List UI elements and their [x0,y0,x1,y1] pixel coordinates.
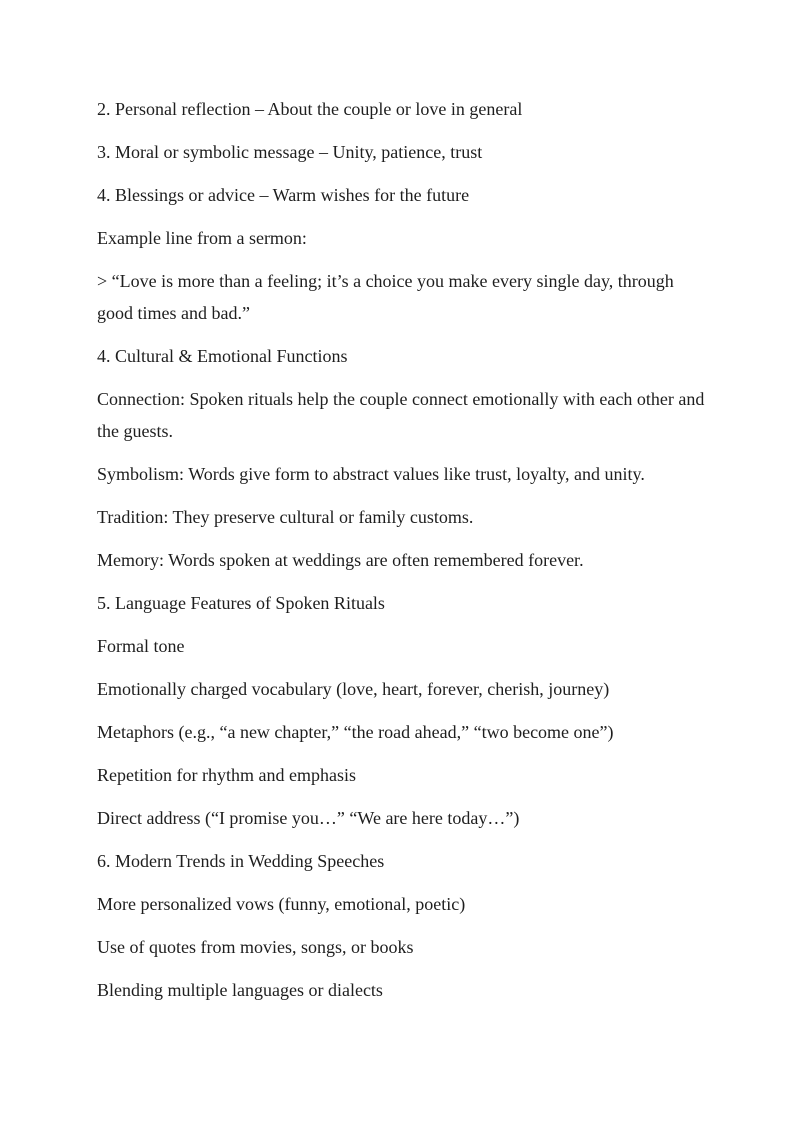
list-item-personal-reflection: 2. Personal reflection – About the couple or love in general [97,99,523,119]
trend-personalized-vows: More personalized vows (funny, emotional, poetic) [97,894,466,914]
paragraph-symbolism: Symbolism: Words give form to abstract values like trust, loyalty, and unity. [97,464,645,484]
feature-direct-address: Direct address (“I promise you…” “We are here today…”) [97,808,520,828]
trend-quotes: Use of quotes from movies, songs, or books [97,937,414,957]
feature-repetition: Repetition for rhythm and emphasis [97,765,356,785]
document-body [97,93,712,1017]
paragraph-connection: Connection: Spoken rituals help the couple connect emotionally with each other and the guests. [97,389,705,441]
trend-languages: Blending multiple languages or dialects [97,980,383,1000]
list-item-blessings: 4. Blessings or advice – Warm wishes for the future [97,185,470,205]
feature-formal-tone: Formal tone [97,636,185,656]
sermon-quote: > “Love is more than a feeling; it’s a choice you make every single day, through good times and bad.” [97,271,674,323]
paragraph-tradition: Tradition: They preserve cultural or family customs. [97,507,474,527]
example-label: Example line from a sermon: [97,228,307,248]
feature-vocabulary: Emotionally charged vocabulary (love, heart, forever, cherish, journey) [97,679,610,699]
section-heading-modern-trends: 6. Modern Trends in Wedding Speeches [97,851,385,871]
feature-metaphors: Metaphors (e.g., “a new chapter,” “the road ahead,” “two become one”) [97,722,614,742]
paragraph-memory: Memory: Words spoken at weddings are often remembered forever. [97,550,584,570]
list-item-moral-message: 3. Moral or symbolic message – Unity, patience, trust [97,142,483,162]
section-heading-cultural-functions: 4. Cultural & Emotional Functions [97,346,348,366]
section-heading-language-features: 5. Language Features of Spoken Rituals [97,593,385,613]
